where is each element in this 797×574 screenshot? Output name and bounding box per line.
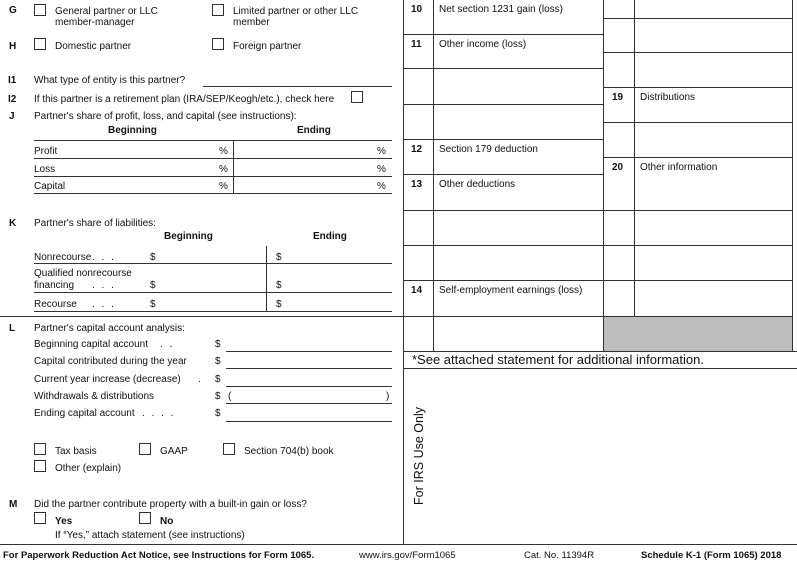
current-year-increase-input[interactable] [226,386,392,387]
letter-g: G [9,5,17,16]
irs-use-only-label: For IRS Use Only [412,407,426,505]
row-line [403,174,603,175]
letter-i1: I1 [8,75,17,86]
general-partner-checkbox[interactable] [34,4,46,16]
catalog-number: Cat. No. 11394R [524,550,595,561]
withdrawals-input[interactable] [226,403,392,404]
liabilities-label: Partner's share of liabilities: [34,218,156,229]
profit-label: Profit [34,146,58,157]
k-ending-header: Ending [313,231,347,242]
no-checkbox[interactable] [139,512,151,524]
current-year-increase-label: Current year increase (decrease) [34,374,181,385]
line-10-number: 10 [411,4,423,15]
close-paren: ) [386,391,390,402]
dollar-sign: $ [215,408,221,419]
pct-sign: % [219,164,228,175]
row-line [603,157,792,158]
tax-basis-checkbox[interactable] [34,443,46,455]
dots: . . . [92,252,116,263]
dollar-sign: $ [215,374,221,385]
line-20-label: Other information [640,162,718,173]
line-12-label: Section 179 deduction [439,144,538,155]
dollar-sign: $ [215,339,221,350]
row-line [403,316,603,317]
j-col-divider [233,140,234,193]
beginning-capital-label: Beginning capital account [34,339,148,350]
gaap-label: GAAP [160,446,188,457]
entity-type-label: What type of entity is this partner? [34,75,186,86]
irs-url[interactable]: www.irs.gov/Form1065 [359,550,456,561]
row-line [403,280,603,281]
row-line [403,139,603,140]
line-14-number: 14 [411,285,423,296]
capital-input-line[interactable] [34,193,392,194]
row-line [603,52,792,53]
loss-label: Loss [34,164,56,175]
open-paren: ( [228,391,232,402]
nonrecourse-input-line[interactable] [34,263,392,264]
line-10-label: Net section 1231 gain (loss) [439,4,563,15]
letter-h: H [9,41,17,52]
schedule-title: Schedule K-1 (Form 1065) 2018 [641,550,782,561]
line-11-number: 11 [411,39,422,50]
row-line [403,104,603,105]
row-line [603,245,792,246]
qualified-nonrecourse-label: Qualified nonrecourse [34,268,132,279]
profit-input-line[interactable] [34,158,392,159]
k-col-divider [266,246,267,311]
separator-l [0,316,403,317]
pct-sign: % [377,181,386,192]
dollar-sign: $ [150,280,156,291]
yes-checkbox[interactable] [34,512,46,524]
foreign-partner-label: Foreign partner [233,41,302,52]
dollar-sign: $ [150,299,156,310]
entity-type-input[interactable] [203,86,392,87]
no-label: No [160,516,174,527]
dots: . . . [92,280,116,291]
pct-sign: % [377,164,386,175]
statement-bottom-line [403,368,797,369]
row-line [603,210,792,211]
pct-sign: % [219,181,228,192]
row-line [403,210,603,211]
capital-label: Capital [34,181,66,192]
dollar-sign: $ [215,356,221,367]
built-in-gain-label: Did the partner contribute property with a built-in gain or loss? [34,499,307,510]
j-beginning-header: Beginning [108,125,157,136]
line-19-label: Distributions [640,92,696,103]
letter-j: J [9,111,15,122]
domestic-partner-checkbox[interactable] [34,38,46,50]
line-19-number: 19 [612,92,624,103]
recourse-input-line[interactable] [34,311,392,312]
limited-partner-checkbox[interactable] [212,4,224,16]
row-line [603,18,792,19]
attach-statement-note: If “Yes,” attach statement (see instructions) [55,530,245,541]
letter-i2: I2 [8,94,17,105]
dots: . . . [92,299,116,310]
beginning-capital-input[interactable] [226,351,392,352]
row-line [603,122,792,123]
shaded-box [604,317,792,351]
recourse-label: Recourse [34,299,77,310]
line-number-divider-mid [433,0,434,351]
limited-partner-label-2: member [233,17,270,28]
qualified-nonrecourse-input-line[interactable] [34,292,392,293]
dots: . . [160,339,175,350]
letter-m: M [9,499,18,510]
tax-basis-label: Tax basis [55,446,97,457]
withdrawals-label: Withdrawals & distributions [34,391,155,402]
ending-capital-label: Ending capital account [34,408,135,419]
row-line [403,245,603,246]
general-partner-label-2: member-manager [55,17,135,28]
retirement-plan-checkbox[interactable] [351,91,363,103]
letter-l: L [9,323,16,334]
line-number-divider-right [634,0,635,316]
line-13-label: Other deductions [439,179,516,190]
dollar-sign: $ [150,252,156,263]
limited-partner-label: Limited partner or other LLC [233,6,359,17]
capital-analysis-label: Partner's capital account analysis: [34,323,185,334]
nonrecourse-label: Nonrecourse [34,252,92,263]
line-14-label: Self-employment earnings (loss) [439,285,583,296]
separator-footer [0,544,797,545]
pct-sign: % [377,146,386,157]
loss-input-line[interactable] [34,176,392,177]
yes-label: Yes [55,516,73,527]
dollar-sign: $ [215,391,221,402]
section-704b-checkbox[interactable] [223,443,235,455]
line-11-label: Other income (loss) [439,39,527,50]
domestic-partner-label: Domestic partner [55,41,132,52]
general-partner-label: General partner or LLC [55,6,158,17]
row-line [603,280,792,281]
j-header-line [34,140,392,141]
k-beginning-header: Beginning [164,231,213,242]
dollar-sign: $ [276,280,282,291]
share-label: Partner's share of profit, loss, and capital (see instructions): [34,111,297,122]
other-explain-label: Other (explain) [55,463,122,474]
capital-contributed-label: Capital contributed during the year [34,356,187,367]
row-line [403,34,603,35]
row-line [603,87,792,88]
line-12-number: 12 [411,144,423,155]
foreign-partner-checkbox[interactable] [212,38,224,50]
ending-capital-input[interactable] [226,421,392,422]
other-explain-checkbox[interactable] [34,460,46,472]
capital-contributed-input[interactable] [226,368,392,369]
j-ending-header: Ending [297,125,331,136]
row-line [403,68,603,69]
gaap-checkbox[interactable] [139,443,151,455]
irs-use-only-area [404,369,434,544]
dollar-sign: $ [276,252,282,263]
right-border [792,0,793,351]
pct-sign: % [219,146,228,157]
dots: . . . . [142,408,176,419]
dollar-sign: $ [276,299,282,310]
attached-statement-note: *See attached statement for additional information. [412,352,704,367]
line-13-number: 13 [411,179,423,190]
line-20-number: 20 [612,162,624,173]
dots: . [198,374,203,385]
qualified-nonrecourse-label-2: financing [34,280,75,291]
paperwork-notice: For Paperwork Reduction Act Notice, see Instructions for Form 1065. [3,550,315,561]
retirement-plan-label: If this partner is a retirement plan (IRA/SEP/Keogh/etc.), check here [34,94,335,105]
letter-k: K [9,218,17,229]
section-704b-label: Section 704(b) book [244,446,334,457]
